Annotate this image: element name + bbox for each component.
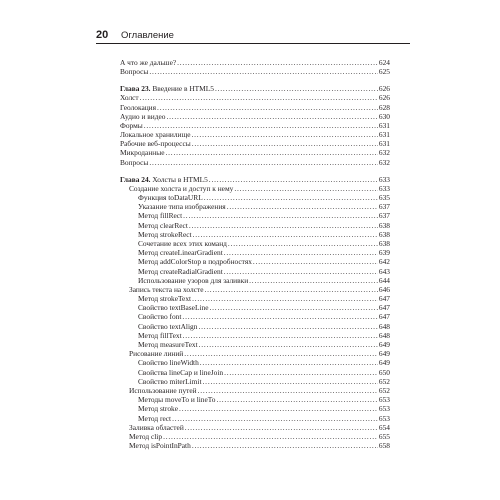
toc-entry[interactable] (120, 193, 390, 202)
toc-entry-title: Формы (120, 120, 143, 130)
toc-entry[interactable] (120, 358, 390, 367)
toc-entry-title: Использование узоров для заливки (138, 275, 249, 285)
toc-entry[interactable] (120, 67, 390, 76)
toc-entry-title (120, 175, 208, 184)
chapter-title: Холсты в HTML5 (152, 174, 208, 184)
toc-page-number: 639 (378, 248, 390, 258)
dot-leader (182, 312, 377, 321)
toc-entry-title: Рабочие веб-процессы (120, 139, 191, 149)
toc-entry-title: Вопросы (120, 157, 149, 167)
toc-entry-title: Заливка областей (129, 422, 184, 432)
toc-spacer (120, 167, 390, 175)
toc-page-number: 643 (378, 266, 390, 276)
dot-leader (200, 358, 378, 367)
toc-page-number: 658 (378, 441, 390, 451)
dot-leader (172, 414, 378, 423)
toc-entry-title: Метод fillText (138, 330, 182, 340)
toc-entry-title: Аудио и видео (120, 111, 166, 121)
dot-leader (224, 248, 378, 257)
toc-entry-title (120, 84, 214, 93)
toc-entry-title: Указание типа изображения (138, 202, 226, 212)
toc-entry[interactable] (120, 322, 390, 331)
dot-leader (215, 84, 378, 93)
toc-page-number: 644 (378, 275, 390, 285)
dot-leader (183, 211, 378, 220)
dot-leader (189, 221, 378, 230)
toc-page-number: 631 (378, 139, 390, 149)
dot-leader (163, 432, 378, 441)
toc-chapter-entry[interactable] (120, 84, 390, 93)
dot-leader (198, 386, 378, 395)
dot-leader (224, 267, 378, 276)
toc-entry-title: Рисование линий (129, 349, 184, 359)
header-title: Оглавление (121, 30, 174, 41)
dot-leader (192, 294, 378, 303)
toc-entry-title: Вопросы (120, 67, 149, 77)
toc-entry[interactable] (120, 248, 390, 257)
toc-entry-title: Свойство textBaseLine (138, 303, 209, 313)
toc-page-number: 647 (378, 294, 390, 304)
toc-entry[interactable] (120, 294, 390, 303)
toc-entry[interactable] (120, 285, 390, 294)
toc-page-number: 637 (378, 202, 390, 212)
toc-page-number: 655 (378, 431, 390, 441)
toc-page-number: 631 (378, 120, 390, 130)
dot-leader (149, 158, 378, 167)
dot-leader (166, 148, 378, 157)
dot-leader (166, 112, 377, 121)
toc-entry[interactable] (120, 386, 390, 395)
toc-entry[interactable] (120, 121, 390, 130)
dot-leader (140, 93, 378, 102)
toc-entry[interactable] (120, 267, 390, 276)
page-number: 20 (96, 29, 109, 41)
dot-leader (179, 404, 378, 413)
dot-leader (191, 130, 377, 139)
toc-entry-title: Создание холста и доступ к нему (129, 183, 234, 193)
toc-page-number: 647 (378, 303, 390, 313)
dot-leader (192, 441, 378, 450)
toc-entry-title: Холст (120, 93, 139, 103)
toc-entry-title: Метод rect (138, 413, 172, 423)
toc-entry[interactable] (120, 395, 390, 404)
toc-entry-title: Локальное хранилище (120, 130, 191, 140)
toc-page-number: 653 (378, 413, 390, 423)
toc-page-number: 626 (378, 84, 390, 94)
toc-entry[interactable] (120, 377, 390, 386)
toc-page-number: 625 (378, 67, 390, 77)
toc-page-number: 637 (378, 211, 390, 221)
dot-leader (198, 322, 377, 331)
toc-entry[interactable] (120, 103, 390, 112)
dot-leader (249, 276, 378, 285)
toc-entry[interactable] (120, 368, 390, 377)
toc-entry-title: Метод fillRect (138, 211, 183, 221)
toc-entry[interactable] (120, 312, 390, 321)
toc-page-number: 653 (378, 404, 390, 414)
toc-page-number: 624 (378, 58, 390, 67)
toc-entry-title: Свойство font (138, 312, 182, 322)
toc-entry[interactable] (120, 202, 390, 211)
toc-entry[interactable] (120, 340, 390, 349)
toc-page-number: 626 (378, 93, 390, 103)
toc-page-number: 632 (378, 157, 390, 167)
dot-leader (216, 395, 377, 404)
toc-chapter-entry[interactable] (120, 175, 390, 184)
toc-entry-title: Метод strokeText (138, 294, 192, 304)
chapter-number: Глава 23. (120, 84, 151, 94)
dot-leader (203, 377, 378, 386)
toc-page-number: 652 (378, 385, 390, 395)
toc-entry-title: Свойство lineWidth (138, 358, 199, 368)
running-header (96, 29, 410, 44)
toc-entry-title: Метод createLinearGradient (138, 248, 223, 258)
toc-entry[interactable] (120, 303, 390, 312)
toc-spacer (120, 76, 390, 84)
toc-entry[interactable] (120, 184, 390, 193)
toc-page-number: 633 (378, 174, 390, 184)
toc-entry-title: Функция toDataURL (138, 193, 203, 203)
toc-page-number: 649 (378, 340, 390, 350)
toc-entry-title: Метод clearRect (138, 220, 188, 230)
toc-entry[interactable] (120, 158, 390, 167)
dot-leader (184, 349, 378, 358)
dot-leader (183, 331, 378, 340)
toc-entry[interactable] (120, 414, 390, 423)
dot-leader (192, 139, 378, 148)
toc-entry-title: Метод strokeRect (138, 229, 192, 239)
toc-page-number: 649 (378, 349, 390, 359)
toc-entry[interactable] (120, 211, 390, 220)
toc-page-number: 638 (378, 238, 390, 248)
toc-entry[interactable] (120, 130, 390, 139)
toc-entry-title: Метод isPointInPath (129, 441, 191, 451)
dot-leader (234, 184, 378, 193)
dot-leader (199, 340, 378, 349)
dot-leader (205, 285, 378, 294)
toc-entry-title: Метод stroke (138, 404, 179, 414)
toc-page-number: 631 (378, 130, 390, 140)
toc-entry[interactable] (120, 93, 390, 102)
dot-leader (227, 202, 378, 211)
dot-leader (149, 67, 378, 76)
toc-entry[interactable] (120, 230, 390, 239)
toc-entry[interactable] (120, 432, 390, 441)
toc-entry[interactable] (120, 349, 390, 358)
toc-entry-title: Метод measureText (138, 340, 198, 350)
toc-page-number: 653 (378, 395, 390, 405)
toc-entry-title: Метод clip (129, 431, 163, 441)
toc-page-number: 638 (378, 229, 390, 239)
toc-entry-title: Метод addColorStop в подробностях (138, 257, 252, 267)
toc-page-number: 638 (378, 220, 390, 230)
dot-leader (177, 58, 378, 67)
toc-page-number: 647 (378, 312, 390, 322)
dot-leader (144, 121, 378, 130)
toc-entry-title: Геолокация (120, 102, 157, 112)
toc-page-number: 646 (378, 284, 390, 294)
toc-entry-title: Метод createRadialGradient (138, 266, 223, 276)
toc-page-number: 633 (378, 183, 390, 193)
toc-entry-title: Микроданные (120, 148, 165, 158)
toc-page-number: 642 (378, 257, 390, 267)
toc-entry-title: Запись текста на холсте (129, 284, 204, 294)
toc-entry-title: Свойство miterLimit (138, 376, 202, 386)
toc-entry[interactable] (120, 257, 390, 266)
toc-entry[interactable] (120, 404, 390, 413)
dot-leader (185, 423, 378, 432)
toc-page-number: 648 (378, 330, 390, 340)
toc-entry-title: Свойства lineCap и lineJoin (138, 367, 224, 377)
toc-page-number: 628 (378, 102, 390, 112)
dot-leader (210, 303, 378, 312)
toc-entry-title: Свойство textAlign (138, 321, 198, 331)
dot-leader (157, 103, 378, 112)
toc-page-number: 632 (378, 148, 390, 158)
chapter-number: Глава 24. (120, 174, 151, 184)
dot-leader (193, 230, 378, 239)
dot-leader (204, 193, 378, 202)
toc-entry[interactable] (120, 331, 390, 340)
toc-page-number: 654 (378, 422, 390, 432)
toc-entry[interactable] (120, 276, 390, 285)
toc-page-number: 652 (378, 376, 390, 386)
dot-leader (253, 257, 378, 266)
toc-entry[interactable] (120, 441, 390, 450)
toc-entry[interactable] (120, 139, 390, 148)
dot-leader (228, 239, 378, 248)
chapter-title: Введение в HTML5 (152, 84, 214, 94)
table-of-contents (120, 58, 390, 450)
toc-page-number: 650 (378, 367, 390, 377)
toc-page-number: 630 (378, 111, 390, 121)
toc-entry[interactable] (120, 148, 390, 157)
toc-entry-title: Методы moveTo и lineTo (138, 395, 216, 405)
toc-entry[interactable] (120, 221, 390, 230)
dot-leader (224, 368, 378, 377)
toc-entry[interactable] (120, 58, 390, 67)
toc-entry-title: Использование путей (129, 385, 197, 395)
toc-entry-title: А что же дальше? (120, 58, 177, 67)
toc-page-number: 648 (378, 321, 390, 331)
toc-entry-title: Сочетание всех этих команд (138, 238, 227, 248)
toc-entry[interactable] (120, 112, 390, 121)
toc-entry[interactable] (120, 423, 390, 432)
toc-entry[interactable] (120, 239, 390, 248)
dot-leader (209, 175, 378, 184)
toc-page-number: 635 (378, 193, 390, 203)
toc-page-number: 649 (378, 358, 390, 368)
